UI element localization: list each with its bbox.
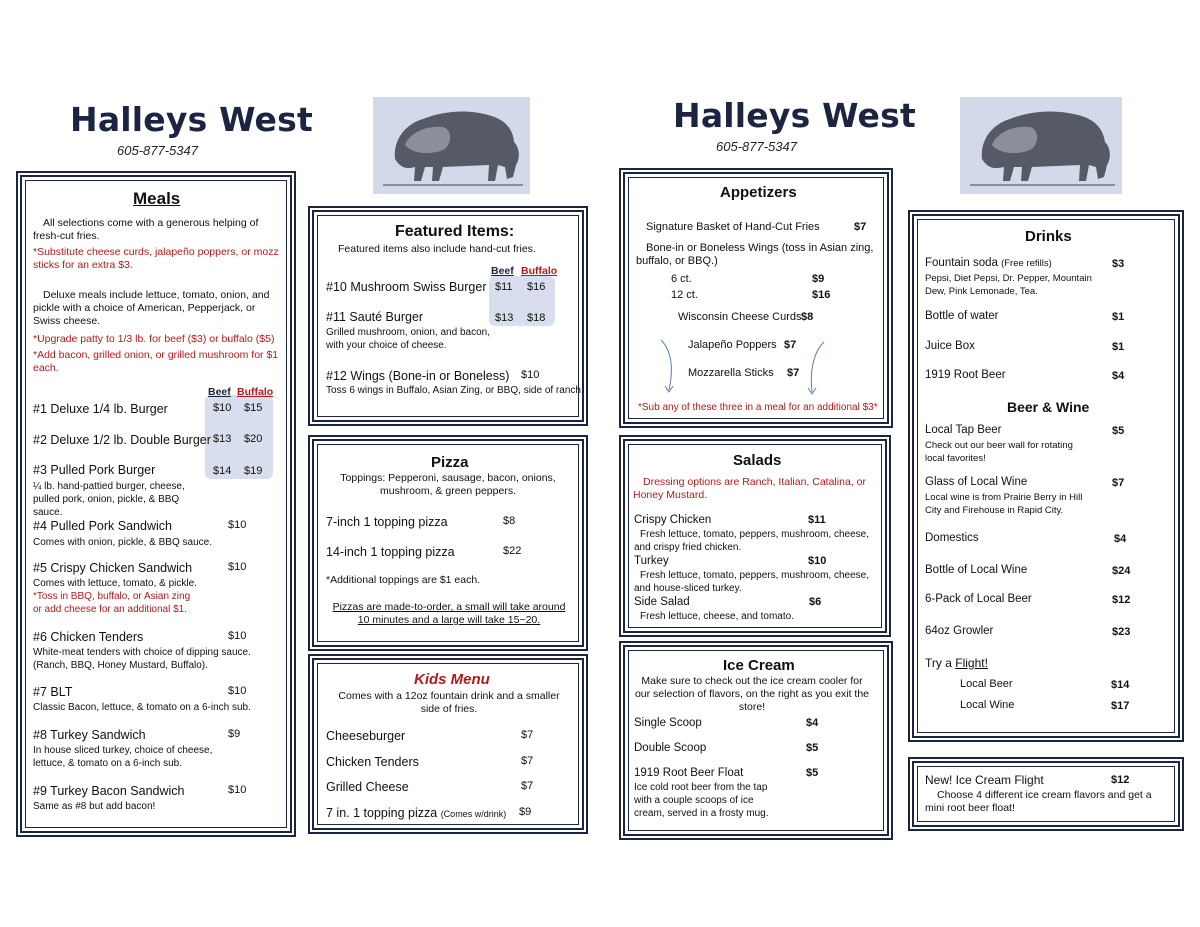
meal-item-3: #3 Pulled Pork Burger [33,463,156,477]
icecream-flight-name: New! Ice Cream Flight [925,773,1044,787]
featured-12-price: $10 [521,369,540,381]
drink-tap-desc: Check out our beer wall for rotating local favorites! [925,440,1073,464]
meal-3-beef: $14 [213,465,232,477]
icecream-single-price: $4 [806,717,819,729]
drink-fountain-extra: (Free refills) [1001,258,1052,269]
drink-growler-price: $23 [1112,626,1131,638]
flight-word: Flight! [955,656,988,670]
featured-item-12: #12 Wings (Bone-in or Boneless) [326,369,510,383]
kids-item-grilled-cheese: Grilled Cheese [326,780,409,794]
bison-image-left [373,97,530,194]
meal-item-5: #5 Crispy Chicken Sandwich [33,561,193,575]
meal-7-price: $10 [228,685,247,697]
meals-add-note: *Add bacon, grilled onion, or grilled mushroom for $1 each. [33,349,279,374]
drink-juice: Juice Box [925,340,975,352]
icecream-float-price: $5 [806,767,819,779]
icecream-item-double: Double Scoop [634,742,707,754]
pizza-note: *Additional toppings are $1 each. [326,574,481,586]
meal-8-desc: In house sliced turkey, choice of cheese, lettuce, & tomato on a 6-inch sub. [33,745,213,769]
pizza-footer: Pizzas are made-to-order, a small will take around 10 minutes and a large will take 15~20. [332,601,566,626]
drink-bottle-wine-price: $24 [1112,565,1131,577]
kids-tenders-price: $7 [521,755,534,767]
meal-5-price: $10 [228,561,247,573]
arrow-icon-left [655,338,685,398]
drinks-heading: Drinks [1025,228,1072,245]
drink-rootbeer: 1919 Root Beer [925,369,1006,381]
meals-deluxe-note: Deluxe meals include lettuce, tomato, onion, and pickle with a choice of American, Pepperjack, or Swiss cheese. [33,289,270,327]
icecream-sub: Make sure to check out the ice cream cooler for our selection of flavors, on the right as you exit the store! [634,675,870,713]
appetizer-wings-6ct-price: $9 [812,273,825,285]
salads-dressing: Dressing options are Ranch, Italian, Catalina, or Honey Mustard. [633,476,866,501]
salad-item-turkey: Turkey [634,555,669,567]
featured-col-buffalo: Buffalo [521,265,558,277]
featured-10-buffalo: $16 [527,281,546,293]
meal-3-desc: ¼ lb. hand-pattied burger, cheese, pulled pork, onion, pickle, & BBQ sauce. [33,481,185,518]
flight-beer: Local Beer [960,678,1013,690]
kids-sub: Comes with a 12oz fountain drink and a smaller side of fries. [338,690,560,715]
featured-11-beef: $13 [495,312,514,324]
drink-fountain [925,257,1052,269]
meals-intro: All selections come with a generous helping of fresh-cut fries. [33,217,259,242]
drink-tap-price: $5 [1112,425,1125,437]
meals-col-beef: Beef [208,386,231,398]
appetizers-heading: Appetizers [720,184,797,201]
appetizer-curds: Wisconsin Cheese Curds [678,311,802,323]
appetizer-mozz-price: $7 [787,367,800,379]
appetizer-wings-12ct-price: $16 [812,289,831,301]
meal-item-8: #8 Turkey Sandwich [33,728,146,742]
drink-domestics: Domestics [925,532,979,544]
salad-crispy-desc: Fresh lettuce, tomato, peppers, mushroom, cheese, and crispy fried chicken. [634,529,869,553]
featured-item-10: #10 Mushroom Swiss Burger [326,280,487,294]
drink-glass-wine-price: $7 [1112,477,1125,489]
appetizer-poppers-price: $7 [784,339,797,351]
meal-3-buffalo: $19 [244,465,263,477]
featured-11-desc: Grilled mushroom, onion, and bacon, with your choice of cheese. [326,327,490,351]
appetizer-curds-price: $8 [801,311,814,323]
pizza-item-14in: 14-inch 1 topping pizza [326,545,455,559]
drink-glass-wine-desc: Local wine is from Prairie Berry in Hill City and Firehouse in Rapid City. [925,492,1083,516]
salad-side-desc: Fresh lettuce, cheese, and tomato. [640,611,794,622]
meal-4-price: $10 [228,519,247,531]
drink-6pack: 6-Pack of Local Beer [925,593,1032,605]
drink-juice-price: $1 [1112,341,1125,353]
drink-water-price: $1 [1112,311,1125,323]
drink-fountain-price: $3 [1112,258,1125,270]
flight-wine: Local Wine [960,699,1015,711]
kids-cheeseburger-price: $7 [521,729,534,741]
drink-rootbeer-price: $4 [1112,370,1125,382]
meal-item-1: #1 Deluxe 1/4 lb. Burger [33,402,168,416]
meals-heading: Meals [133,189,181,208]
meals-upgrade-note: *Upgrade patty to 1/3 lb. for beef ($3) or buffalo ($5) [33,333,275,345]
salad-item-crispy: Crispy Chicken [634,514,712,526]
drink-glass-wine: Glass of Local Wine [925,476,1028,488]
meals-col-buffalo: Buffalo [237,386,274,398]
featured-11-buffalo: $18 [527,312,546,324]
appetizer-poppers: Jalapeño Poppers [688,339,777,351]
appetizer-wings-12ct: 12 ct. [671,289,698,301]
kids-item-pizza [326,806,506,820]
drink-fountain-name: Fountain soda [925,257,998,269]
drink-tap: Local Tap Beer [925,424,1002,436]
meals-sub-note: *Substitute cheese curds, jalapeño poppers, or mozz sticks for an extra $3. [33,246,279,271]
page-title-left: Halleys West [70,100,313,139]
meal-1-buffalo: $15 [244,402,263,414]
salad-crispy-price: $11 [808,514,826,526]
icecream-float-desc: Ice cold root beer from the tap with a couple scoops of ice cream, served in a frosty mug. [634,782,769,819]
meal-item-2: #2 Deluxe 1/2 lb. Double Burger [33,433,211,447]
kids-grilled-cheese-price: $7 [521,780,534,792]
drink-growler: 64oz Growler [925,625,994,637]
drink-water: Bottle of water [925,310,999,322]
pizza-toppings: Toppings: Pepperoni, sausage, bacon, onions, mushroom, & green peppers. [340,472,556,497]
featured-12-desc: Toss 6 wings in Buffalo, Asian Zing, or BBQ, side of ranch. [326,385,584,396]
phone-left: 605-877-5347 [117,143,198,158]
meal-2-beef: $13 [213,433,232,445]
appetizer-note: *Sub any of these three in a meal for an additional $3* [638,402,878,413]
meal-6-price: $10 [228,630,247,642]
appetizer-wings-6ct: 6 ct. [671,273,692,285]
icecream-flight-desc: Choose 4 different ice cream flavors and get a mini root beer float! [925,789,1152,814]
salad-side-price: $6 [809,596,822,608]
featured-col-beef: Beef [491,265,514,277]
appetizer-mozz: Mozzarella Sticks [688,367,774,379]
meal-item-6: #6 Chicken Tenders [33,630,144,644]
icecream-item-single: Single Scoop [634,717,702,729]
meal-item-4: #4 Pulled Pork Sandwich [33,519,172,533]
flight-wine-price: $17 [1111,700,1130,712]
meal-item-7: #7 BLT [33,685,73,699]
salads-heading: Salads [733,452,782,469]
meal-9-price: $10 [228,784,247,796]
drink-fountain-desc: Pepsi, Diet Pepsi, Dr. Pepper, Mountain Dew, Pink Lemonade, Tea. [925,273,1092,297]
appetizer-basket: Signature Basket of Hand-Cut Fries [646,221,820,233]
kids-heading: Kids Menu [414,671,490,688]
icecream-flight-price: $12 [1111,774,1130,786]
flight-prefix: Try a [925,656,952,670]
drink-bottle-wine: Bottle of Local Wine [925,564,1028,576]
icecream-item-float: 1919 Root Beer Float [634,767,744,779]
meal-8-price: $9 [228,728,241,740]
kids-pizza-extra: (Comes w/drink) [440,809,507,819]
kids-item-cheeseburger: Cheeseburger [326,729,406,743]
meal-1-beef: $10 [213,402,232,414]
arrow-icon-right [800,340,830,400]
meal-5-desc: Comes with lettuce, tomato, & pickle. [33,578,197,589]
meal-4-desc: Comes with onion, pickle, & BBQ sauce. [33,537,212,548]
icecream-heading: Ice Cream [723,657,795,674]
pizza-item-7in: 7-inch 1 topping pizza [326,515,448,529]
icecream-double-price: $5 [806,742,819,754]
meal-7-desc: Classic Bacon, lettuce, & tomato on a 6-inch sub. [33,702,251,713]
appetizer-wings: Bone-in or Boneless Wings (toss in Asian zing, buffalo, or BBQ.) [636,242,874,267]
pizza-7in-price: $8 [503,515,516,527]
beer-wine-heading: Beer & Wine [1007,399,1090,415]
phone-right: 605-877-5347 [716,139,797,154]
salad-turkey-desc: Fresh lettuce, tomato, peppers, mushroom, cheese, and house-sliced turkey. [634,570,869,594]
featured-10-beef: $11 [495,281,513,293]
kids-item-tenders: Chicken Tenders [326,755,419,769]
pizza-14in-price: $22 [503,545,522,557]
kids-pizza-price: $9 [519,806,532,818]
flight-line [925,656,988,670]
drink-domestics-price: $4 [1114,533,1127,545]
salad-item-side: Side Salad [634,596,690,608]
featured-sub: Featured items also include hand-cut fries. [338,243,536,255]
featured-item-11: #11 Sauté Burger [326,310,424,324]
meal-6-desc: White-meat tenders with choice of dipping sauce. (Ranch, BBQ, Honey Mustard, Buffalo). [33,647,251,671]
bison-image-right [960,97,1122,194]
drink-6pack-price: $12 [1112,594,1131,606]
kids-pizza-name: 7 in. 1 topping pizza [326,806,438,820]
meal-9-desc: Same as #8 but add bacon! [33,801,156,812]
meal-item-9: #9 Turkey Bacon Sandwich [33,784,185,798]
page-title-right: Halleys West [673,96,916,135]
salad-turkey-price: $10 [808,555,827,567]
meal-2-buffalo: $20 [244,433,263,445]
appetizer-basket-price: $7 [854,221,867,233]
featured-heading: Featured Items: [395,223,515,240]
flight-beer-price: $14 [1111,679,1130,691]
pizza-heading: Pizza [431,454,469,471]
meal-5-note: *Toss in BBQ, buffalo, or Asian zing or add cheese for an additional $1. [33,591,191,615]
